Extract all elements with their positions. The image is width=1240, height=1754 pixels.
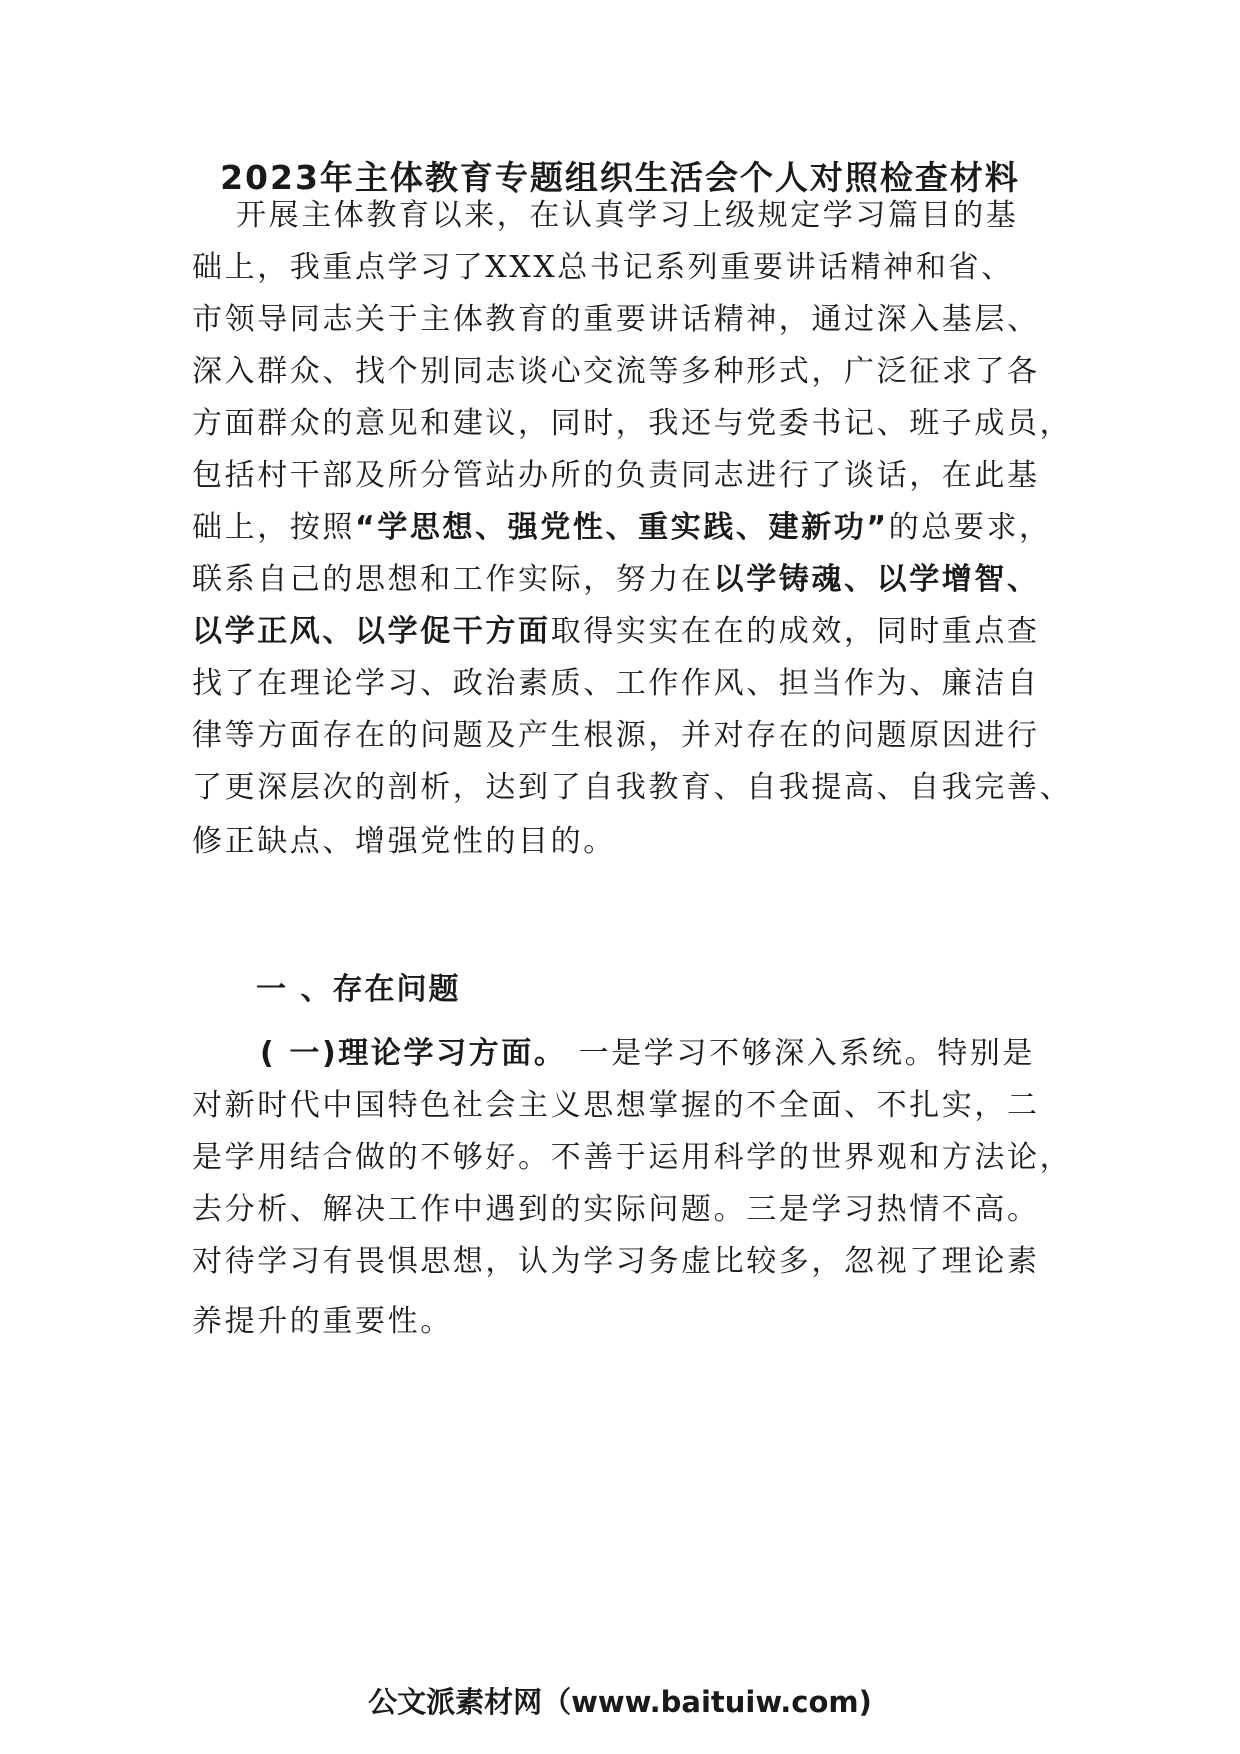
paragraph-line: 对新时代中国特色社会主义思想掌握的不全面、不扎实，二 xyxy=(192,1088,1040,1123)
paragraph-line: 方面群众的意见和建议，同时，我还与党委书记、班子成员， xyxy=(192,406,1073,441)
paragraph-line: 去分析、解决工作中遇到的实际问题。三是学习热情不高。 xyxy=(192,1192,1040,1227)
subsection-heading: ( 一)理论学习方面。 xyxy=(260,1036,567,1071)
paragraph-line: 律等方面存在的问题及产生根源，并对存在的问题原因进行 xyxy=(192,718,1040,753)
line-text: 础上，按照 xyxy=(192,510,355,545)
section-heading: 一 、存在问题 xyxy=(256,972,461,1007)
paragraph-line xyxy=(192,508,1052,548)
document-title: 2023年主体教育专题组织生活会个人对照检查材料 xyxy=(220,158,1020,197)
paragraph-line xyxy=(192,560,1040,600)
emphasis-text: 以学正风、以学促干方面 xyxy=(192,614,551,649)
line-text: 的总要求， xyxy=(888,510,1052,545)
emphasis-text: “学思想、强党性、重实践、建新功” xyxy=(355,510,889,545)
paragraph-line: 了更深层次的剖析，达到了自我教育、自我提高、自我完善、 xyxy=(192,770,1073,805)
paragraph-line: 对待学习有畏惧思想，认为学习务虚比较多，忽视了理论素 xyxy=(192,1244,1040,1279)
footer-source: 公文派素材网（www.baituiw.com) xyxy=(368,1685,872,1719)
paragraph-line: 市领导同志关于主体教育的重要讲话精神，通过深入基层、 xyxy=(192,302,1040,337)
line-text: 取得实实在在的成效，同时重点查 xyxy=(550,614,1040,649)
paragraph-line: 养提升的重要性。 xyxy=(192,1304,453,1339)
paragraph-line: 是学用结合做的不够好。不善于运用科学的世界观和方法论， xyxy=(192,1140,1073,1175)
paragraph-line: 包括村干部及所分管站办所的负责同志进行了谈话，在此基 xyxy=(192,458,1040,493)
paragraph-line xyxy=(192,612,1040,652)
line-text: 一是学习不够深入系统。特别是 xyxy=(566,1036,1036,1071)
paragraph-line: 深入群众、找个别同志谈心交流等多种形式，广泛征求了各 xyxy=(192,354,1040,389)
paragraph-line: 修正缺点、增强党性的目的。 xyxy=(192,824,616,859)
paragraph-line: 础上，我重点学习了XXX总书记系列重要讲话精神和省、 xyxy=(192,250,1014,285)
paragraph-line: 开展主体教育以来，在认真学习上级规定学习篇目的基 xyxy=(236,198,1019,233)
emphasis-text: 以学铸魂、以学增智、 xyxy=(713,562,1040,597)
paragraph-line: 找了在理论学习、政治素质、工作作风、担当作为、廉洁自 xyxy=(192,666,1040,701)
line-text: 联系自己的思想和工作实际，努力在 xyxy=(192,562,714,597)
subsection-line xyxy=(260,1034,1035,1074)
